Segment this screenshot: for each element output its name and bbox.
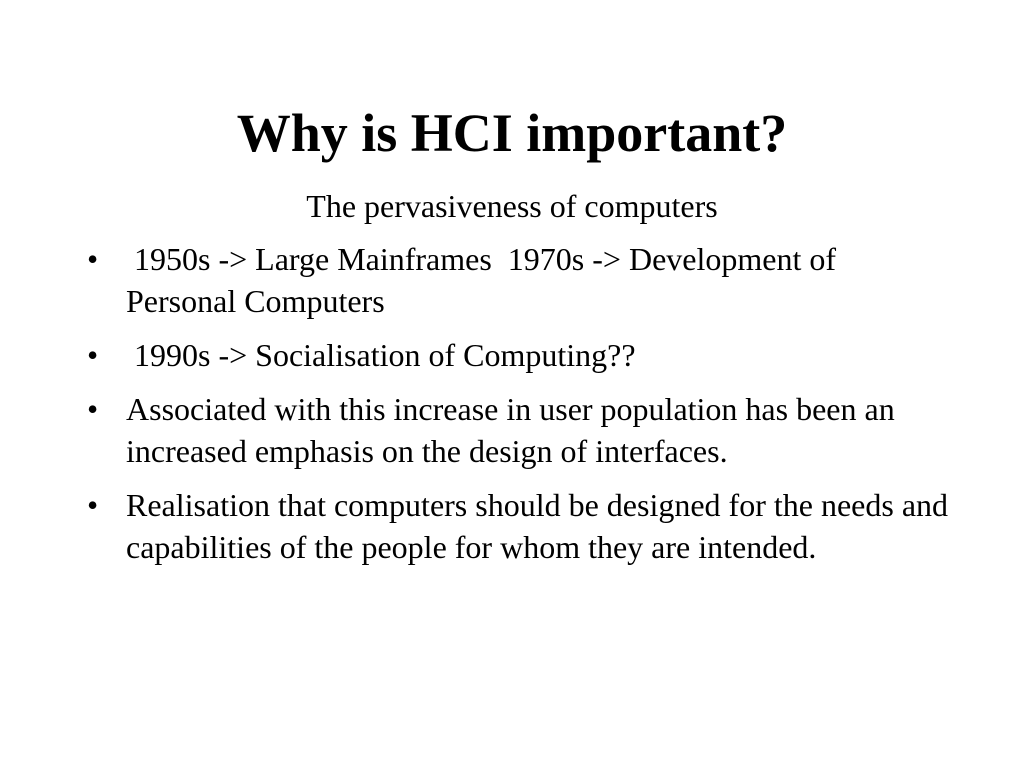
bullet-item-3 <box>0 388 1024 472</box>
bullet-icon: • <box>87 487 99 523</box>
bullet-text: 1990s -> Socialisation of Computing?? <box>126 337 636 373</box>
bullet-icon: • <box>87 337 99 373</box>
slide-subtitle: The pervasiveness of computers <box>306 188 718 224</box>
bullet-text: Associated with this increase in user population has been an increased emphasis on the design of interfaces. <box>126 391 903 469</box>
bullet-item-4 <box>0 484 1024 568</box>
bullet-text: Realisation that computers should be designed for the needs and capabilities of the people for whom they are intended. <box>126 487 957 565</box>
bullet-item-2 <box>0 334 1024 376</box>
bullet-icon: • <box>87 391 99 427</box>
bullet-text: 1950s -> Large Mainframes 1970s -> Development of Personal Computers <box>126 241 844 319</box>
bullet-item-1 <box>0 238 1024 322</box>
slide-title: Why is HCI important? <box>236 103 788 163</box>
bullet-list <box>0 238 1024 580</box>
bullet-icon: • <box>87 241 99 277</box>
